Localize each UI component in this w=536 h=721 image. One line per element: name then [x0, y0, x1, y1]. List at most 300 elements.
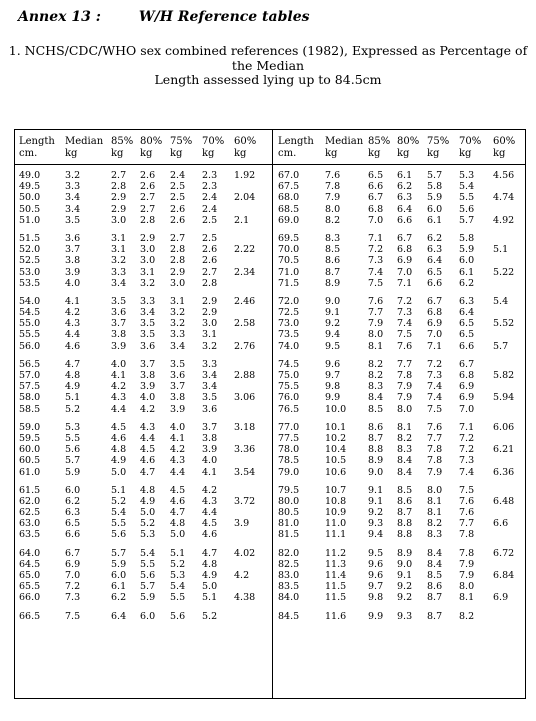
table-cell: 80.5: [278, 507, 300, 519]
table-cell: 2.6: [202, 255, 218, 267]
table-cell: 7.6: [368, 295, 384, 307]
table-cell: 50.0: [19, 192, 41, 204]
table-cell: 4.38: [234, 592, 256, 604]
table-cell: 7.1: [459, 421, 475, 433]
table-cell: 3.4: [202, 370, 218, 381]
col-header-top: 80%: [397, 136, 420, 147]
table-row: [273, 548, 526, 559]
table-cell: 4.8: [140, 484, 156, 496]
table-cell: 6.6: [427, 277, 443, 289]
table-cell: 2.9: [202, 295, 218, 307]
col-header-top: 70%: [459, 136, 482, 147]
table-cell: 5.7: [140, 581, 156, 593]
table-cell: 4.9: [65, 381, 81, 393]
table-row: [15, 548, 272, 559]
table-cell: 57.5: [19, 381, 41, 393]
table-cell: 7.4: [397, 318, 413, 330]
table-cell: 4.7: [140, 466, 156, 478]
table-cell: 2.04: [234, 192, 256, 204]
col-header-top: 60%: [234, 136, 257, 147]
reference-table: [14, 129, 526, 699]
table-cell: 60.0: [19, 444, 41, 456]
table-cell: 53.5: [19, 277, 41, 289]
table-cell: 8.2: [397, 432, 413, 444]
col-header-unit: kg: [368, 148, 381, 159]
table-cell: 10.7: [325, 484, 347, 496]
table-cell: 2.3: [202, 181, 218, 193]
table-row: [273, 267, 526, 278]
table-cell: 2.7: [111, 170, 127, 181]
table-cell: 80.0: [278, 495, 300, 507]
table-row: [273, 192, 526, 203]
table-cell: 11.5: [325, 581, 347, 593]
table-row: [15, 433, 272, 444]
col-header-top: 85%: [111, 136, 134, 147]
table-cell: 10.2: [325, 432, 347, 444]
row-group: [273, 233, 526, 289]
table-cell: 67.5: [278, 181, 300, 193]
table-cell: 7.1: [368, 232, 384, 244]
table-row: [273, 255, 526, 266]
table-cell: 9.1: [325, 307, 341, 319]
table-cell: 4.4: [202, 507, 218, 519]
table-cell: 74.5: [278, 358, 300, 370]
table-cell: 71.0: [278, 266, 300, 278]
table-cell: 3.06: [234, 392, 256, 404]
table-cell: 70.0: [278, 244, 300, 256]
table-row: [15, 581, 272, 592]
col-header-top: Median: [65, 136, 104, 147]
table-cell: 2.4: [170, 170, 186, 181]
table-cell: 2.6: [140, 170, 156, 181]
table-cell: 5.4: [111, 507, 127, 519]
table-row: [273, 215, 526, 226]
right-col-header-2: [368, 136, 390, 160]
table-cell: 9.2: [368, 507, 384, 519]
table-cell: 6.0: [459, 255, 475, 267]
table-cell: 3.6: [111, 307, 127, 319]
row-group: [273, 611, 526, 622]
table-cell: 6.2: [65, 495, 81, 507]
table-cell: 4.3: [111, 392, 127, 404]
table-cell: 3.3: [111, 266, 127, 278]
col-header-unit: cm.: [19, 148, 38, 159]
table-cell: 6.4: [397, 203, 413, 215]
table-row: [15, 267, 272, 278]
table-cell: 9.2: [397, 592, 413, 604]
table-cell: 6.0: [140, 610, 156, 622]
table-cell: 8.2: [459, 610, 475, 622]
table-cell: 4.8: [111, 444, 127, 456]
table-cell: 2.8: [202, 277, 218, 289]
table-cell: 4.9: [140, 495, 156, 507]
table-cell: 7.2: [368, 244, 384, 256]
table-cell: 64.5: [19, 558, 41, 570]
table-cell: 6.5: [459, 329, 475, 341]
col-header-unit: kg: [140, 148, 153, 159]
table-cell: 6.4: [459, 307, 475, 319]
table-cell: 6.7: [459, 358, 475, 370]
table-cell: 8.8: [368, 444, 384, 456]
table-cell: 7.5: [427, 403, 443, 415]
table-cell: 3.4: [111, 277, 127, 289]
table-cell: 2.7: [202, 266, 218, 278]
table-row: [273, 433, 526, 444]
row-group: [15, 611, 272, 622]
table-cell: 7.9: [368, 318, 384, 330]
table-row: [273, 370, 526, 381]
table-cell: 6.06: [493, 421, 515, 433]
table-cell: 59.0: [19, 421, 41, 433]
table-cell: 5.9: [140, 592, 156, 604]
table-row: [15, 496, 272, 507]
right-col-header-0: [278, 136, 314, 160]
right-rows: [273, 170, 526, 629]
table-cell: 2.5: [202, 214, 218, 226]
table-cell: 6.1: [111, 581, 127, 593]
table-row: [15, 518, 272, 529]
table-cell: 1.92: [234, 170, 256, 181]
table-cell: 2.76: [234, 340, 256, 352]
table-cell: 55.0: [19, 318, 41, 330]
table-cell: 6.8: [397, 244, 413, 256]
table-cell: 8.1: [427, 507, 443, 519]
table-cell: 6.21: [493, 444, 515, 456]
table-cell: 6.6: [397, 214, 413, 226]
table-cell: 82.0: [278, 547, 300, 559]
table-row: [273, 611, 526, 622]
table-cell: 9.3: [397, 610, 413, 622]
table-cell: 6.5: [427, 266, 443, 278]
table-row: [273, 204, 526, 215]
table-cell: 6.6: [65, 529, 81, 541]
table-cell: 7.4: [427, 381, 443, 393]
table-cell: 81.5: [278, 529, 300, 541]
table-cell: 3.36: [234, 444, 256, 456]
table-cell: 4.9: [202, 570, 218, 581]
table-cell: 3.0: [111, 214, 127, 226]
table-cell: 8.8: [397, 529, 413, 541]
table-row: [15, 192, 272, 203]
table-cell: 58.5: [19, 403, 41, 415]
table-cell: 4.8: [170, 518, 186, 530]
table-cell: 7.8: [397, 370, 413, 381]
table-cell: 3.2: [170, 318, 186, 330]
table-cell: 5.7: [493, 340, 509, 352]
table-cell: 5.7: [65, 455, 81, 467]
table-cell: 6.6: [459, 340, 475, 352]
table-cell: 65.0: [19, 570, 41, 581]
col-header-unit: cm.: [278, 148, 297, 159]
table-cell: 9.7: [325, 370, 341, 381]
table-cell: 4.74: [493, 192, 515, 204]
table-cell: 3.3: [140, 295, 156, 307]
table-cell: 7.5: [65, 610, 81, 622]
table-cell: 7.7: [397, 358, 413, 370]
col-header-unit: kg: [397, 148, 410, 159]
table-cell: 4.2: [234, 570, 250, 581]
col-header-top: 75%: [427, 136, 450, 147]
table-cell: 8.9: [368, 455, 384, 467]
table-cell: 9.4: [325, 329, 341, 341]
table-cell: 49.5: [19, 181, 41, 193]
table-cell: 3.4: [202, 381, 218, 393]
row-group: [15, 170, 272, 226]
table-cell: 6.7: [368, 192, 384, 204]
table-cell: 6.2: [111, 592, 127, 604]
table-row: [273, 278, 526, 289]
table-row: [15, 233, 272, 244]
table-cell: 3.5: [111, 295, 127, 307]
table-cell: 9.1: [397, 570, 413, 581]
table-row: [15, 455, 272, 466]
table-cell: 3.1: [140, 266, 156, 278]
table-cell: 8.2: [368, 358, 384, 370]
table-cell: 2.6: [202, 244, 218, 256]
left-header-rule: [15, 164, 272, 165]
col-header-top: Length: [19, 136, 55, 147]
table-cell: 7.6: [427, 421, 443, 433]
row-group: [15, 233, 272, 289]
row-group: [273, 359, 526, 415]
table-cell: 4.3: [202, 495, 218, 507]
table-cell: 11.6: [325, 610, 347, 622]
table-cell: 7.7: [368, 307, 384, 319]
table-cell: 8.3: [427, 529, 443, 541]
table-cell: 8.0: [459, 581, 475, 593]
table-cell: 2.46: [234, 295, 256, 307]
table-cell: 5.6: [65, 444, 81, 456]
table-cell: 76.5: [278, 403, 300, 415]
table-cell: 2.9: [111, 203, 127, 215]
table-cell: 3.2: [111, 255, 127, 267]
row-group: [15, 548, 272, 604]
col-header-unit: kg: [459, 148, 472, 159]
table-cell: 9.2: [325, 318, 341, 330]
row-group: [15, 296, 272, 352]
table-cell: 57.0: [19, 370, 41, 381]
table-cell: 6.9: [397, 255, 413, 267]
table-cell: 4.0: [202, 455, 218, 467]
table-cell: 9.1: [368, 484, 384, 496]
table-cell: 8.4: [368, 392, 384, 404]
table-row: [15, 507, 272, 518]
table-row: [15, 529, 272, 540]
table-row: [15, 170, 272, 181]
table-cell: 3.5: [202, 392, 218, 404]
table-cell: 9.5: [368, 547, 384, 559]
table-cell: 2.6: [170, 203, 186, 215]
table-cell: 3.6: [65, 232, 81, 244]
table-cell: 9.9: [368, 610, 384, 622]
table-cell: 6.3: [427, 244, 443, 256]
table-cell: 6.0: [111, 570, 127, 581]
table-cell: 2.88: [234, 370, 256, 381]
table-cell: 9.0: [368, 466, 384, 478]
table-cell: 5.5: [170, 592, 186, 604]
table-cell: 4.1: [170, 432, 186, 444]
table-cell: 2.9: [140, 232, 156, 244]
table-cell: 3.9: [202, 444, 218, 456]
table-cell: 3.4: [65, 192, 81, 204]
table-row: [15, 592, 272, 603]
table-cell: 70.5: [278, 255, 300, 267]
table-right-half: [272, 130, 526, 698]
table-cell: 3.7: [65, 244, 81, 256]
table-row: [273, 170, 526, 181]
table-row: [273, 341, 526, 352]
table-cell: 2.22: [234, 244, 256, 256]
table-cell: 4.8: [65, 370, 81, 381]
table-cell: 5.2: [170, 558, 186, 570]
table-cell: 8.7: [427, 610, 443, 622]
table-cell: 6.4: [111, 610, 127, 622]
table-cell: 6.5: [65, 518, 81, 530]
table-cell: 77.0: [278, 421, 300, 433]
table-cell: 4.1: [202, 466, 218, 478]
table-cell: 5.6: [459, 203, 475, 215]
right-header-rule: [273, 164, 526, 165]
table-cell: 2.7: [140, 192, 156, 204]
table-cell: 4.9: [111, 455, 127, 467]
table-cell: 2.8: [111, 181, 127, 193]
table-cell: 6.84: [493, 570, 515, 581]
table-cell: 6.6: [493, 518, 509, 530]
table-cell: 4.4: [65, 329, 81, 341]
table-cell: 7.4: [459, 466, 475, 478]
table-row: [273, 507, 526, 518]
table-cell: 3.1: [170, 295, 186, 307]
right-col-header-6: [493, 136, 515, 160]
table-cell: 7.3: [65, 592, 81, 604]
table-row: [273, 529, 526, 540]
table-cell: 3.6: [140, 340, 156, 352]
table-row: [15, 278, 272, 289]
table-row: [273, 307, 526, 318]
table-cell: 3.1: [202, 329, 218, 341]
table-cell: 5.82: [493, 370, 515, 381]
table-cell: 7.9: [459, 570, 475, 581]
table-cell: 11.5: [325, 592, 347, 604]
table-cell: 75.5: [278, 381, 300, 393]
table-cell: 10.9: [325, 507, 347, 519]
table-cell: 2.8: [140, 214, 156, 226]
table-row: [273, 296, 526, 307]
table-cell: 4.4: [140, 432, 156, 444]
section-title: [0, 44, 536, 88]
table-cell: 8.5: [325, 244, 341, 256]
table-row: [15, 181, 272, 192]
table-row: [15, 404, 272, 415]
table-cell: 6.5: [459, 318, 475, 330]
table-cell: 7.4: [368, 266, 384, 278]
table-cell: 3.0: [140, 255, 156, 267]
table-row: [273, 359, 526, 370]
col-header-top: 70%: [202, 136, 225, 147]
table-cell: 4.6: [140, 455, 156, 467]
table-row: [15, 611, 272, 622]
table-cell: 2.6: [140, 181, 156, 193]
table-cell: 78.0: [278, 444, 300, 456]
table-row: [15, 296, 272, 307]
table-cell: 5.9: [65, 466, 81, 478]
table-cell: 7.2: [65, 581, 81, 593]
table-cell: 6.1: [397, 170, 413, 181]
table-cell: 74.0: [278, 340, 300, 352]
table-cell: 10.0: [325, 403, 347, 415]
table-cell: 7.6: [325, 170, 341, 181]
table-cell: 7.2: [427, 358, 443, 370]
table-cell: 5.6: [111, 529, 127, 541]
table-cell: 5.9: [459, 244, 475, 256]
table-row: [15, 329, 272, 340]
table-cell: 63.0: [19, 518, 41, 530]
table-cell: 5.8: [427, 181, 443, 193]
table-cell: 7.0: [459, 403, 475, 415]
table-cell: 8.2: [427, 518, 443, 530]
table-cell: 7.8: [459, 547, 475, 559]
table-cell: 8.7: [427, 592, 443, 604]
table-cell: 6.7: [65, 547, 81, 559]
table-cell: 67.0: [278, 170, 300, 181]
table-cell: 6.6: [368, 181, 384, 193]
annex-label: Annex 13 :: [18, 9, 101, 25]
table-cell: 6.36: [493, 466, 515, 478]
table-cell: 5.0: [111, 466, 127, 478]
table-cell: 9.5: [325, 340, 341, 352]
table-cell: 5.4: [459, 181, 475, 193]
table-cell: 5.2: [140, 518, 156, 530]
table-cell: 2.8: [170, 244, 186, 256]
table-cell: 7.9: [459, 558, 475, 570]
table-row: [273, 392, 526, 403]
col-header-top: Length: [278, 136, 314, 147]
table-cell: 5.5: [111, 518, 127, 530]
annex-header: [18, 9, 310, 25]
table-cell: 3.9: [170, 403, 186, 415]
table-cell: 7.8: [325, 181, 341, 193]
table-cell: 3.9: [111, 340, 127, 352]
table-cell: 4.8: [202, 558, 218, 570]
table-cell: 5.4: [170, 581, 186, 593]
table-cell: 5.7: [459, 214, 475, 226]
table-cell: 3.8: [111, 329, 127, 341]
table-cell: 4.0: [111, 358, 127, 370]
table-cell: 3.6: [202, 403, 218, 415]
table-cell: 6.4: [427, 255, 443, 267]
table-cell: 10.4: [325, 444, 347, 456]
table-cell: 9.7: [368, 581, 384, 593]
table-cell: 5.9: [111, 558, 127, 570]
table-cell: 73.5: [278, 329, 300, 341]
table-cell: 8.5: [397, 484, 413, 496]
table-cell: 56.0: [19, 340, 41, 352]
table-cell: 9.6: [368, 558, 384, 570]
table-cell: 5.2: [202, 610, 218, 622]
table-cell: 6.1: [459, 266, 475, 278]
table-cell: 59.5: [19, 432, 41, 444]
table-cell: 7.2: [397, 295, 413, 307]
table-cell: 7.2: [459, 444, 475, 456]
table-cell: 2.5: [202, 232, 218, 244]
table-row: [15, 204, 272, 215]
left-col-header-3: [140, 136, 162, 160]
table-cell: 64.0: [19, 547, 41, 559]
table-cell: 73.0: [278, 318, 300, 330]
table-cell: 5.6: [140, 570, 156, 581]
table-row: [273, 244, 526, 255]
table-cell: 8.1: [368, 340, 384, 352]
